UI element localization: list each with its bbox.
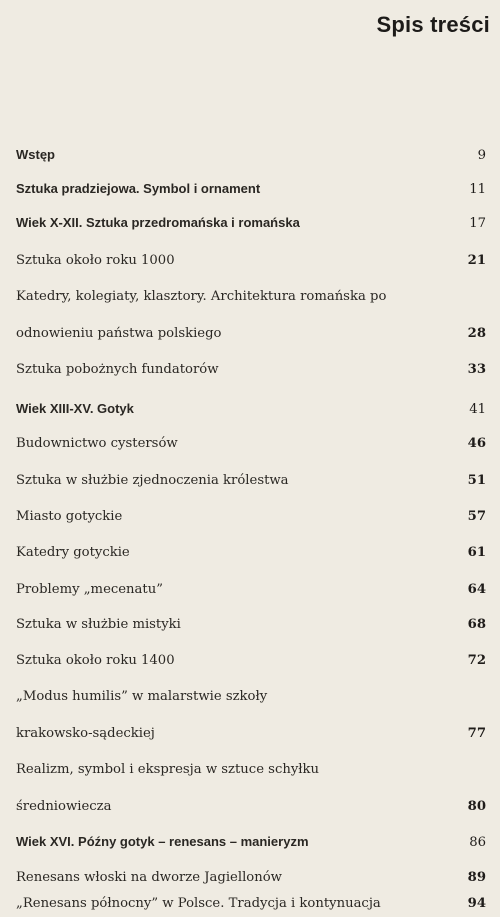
toc-entry-label: średniowiecza bbox=[16, 799, 112, 814]
toc-entry-page: 33 bbox=[467, 362, 486, 377]
toc-entry-page: 94 bbox=[467, 896, 486, 911]
toc-entry-section bbox=[16, 834, 486, 850]
toc-entry-section bbox=[16, 147, 486, 163]
toc-entry-page: 77 bbox=[467, 726, 486, 741]
toc-entry-label: Sztuka pobożnych fundatorów bbox=[16, 362, 219, 377]
toc-entry-label: Sztuka w służbie mistyki bbox=[16, 617, 181, 632]
toc-entry bbox=[16, 545, 486, 560]
toc-entry bbox=[16, 617, 486, 632]
toc-entry-page: 86 bbox=[469, 835, 486, 850]
toc-entry-page: 46 bbox=[467, 436, 486, 451]
toc-entry-page: 21 bbox=[467, 253, 486, 268]
toc-entry-page: 61 bbox=[467, 545, 486, 560]
toc-entry-label: Wstęp bbox=[16, 147, 55, 162]
toc-entry-label: Wiek XVI. Późny gotyk – renesans – manieryzm bbox=[16, 834, 309, 849]
page-title: Spis treści bbox=[376, 12, 490, 37]
toc-entry bbox=[16, 509, 486, 524]
toc-entry-page: 9 bbox=[477, 148, 486, 163]
toc-entry bbox=[16, 799, 486, 814]
toc-entry-section bbox=[16, 181, 486, 197]
toc-entry-label: „Renesans północny” w Polsce. Tradycja i kontynuacja bbox=[16, 896, 381, 911]
toc-entry-section bbox=[16, 401, 486, 417]
toc-entry bbox=[16, 362, 486, 377]
toc-entry-page: 11 bbox=[469, 182, 486, 197]
toc-entry-page: 89 bbox=[467, 870, 486, 885]
toc-entry-page: 17 bbox=[469, 216, 486, 231]
toc-entry-label: Renesans włoski na dworze Jagiellonów bbox=[16, 870, 282, 885]
toc-entry-page: 68 bbox=[467, 617, 486, 632]
toc-entry-label: Wiek X-XII. Sztuka przedromańska i romańska bbox=[16, 215, 300, 230]
toc-entry-label: Wiek XIII-XV. Gotyk bbox=[16, 401, 134, 416]
toc-entry-label: Sztuka w służbie zjednoczenia królestwa bbox=[16, 473, 289, 488]
toc-entry-label: Sztuka około roku 1400 bbox=[16, 653, 175, 668]
toc-entry-label: odnowieniu państwa polskiego bbox=[16, 326, 222, 341]
toc-entry bbox=[16, 653, 486, 668]
toc-entry bbox=[16, 326, 486, 341]
toc-entry-label: Budownictwo cystersów bbox=[16, 436, 178, 451]
toc-entry-label: krakowsko-sądeckiej bbox=[16, 726, 155, 741]
toc-entry-page: 51 bbox=[467, 473, 486, 488]
toc-entry bbox=[16, 582, 486, 597]
toc-entry-label: Sztuka około roku 1000 bbox=[16, 253, 175, 268]
toc-entry-label: Problemy „mecenatu” bbox=[16, 582, 163, 597]
toc-entry bbox=[16, 896, 486, 911]
toc-entry-line: Realizm, symbol i ekspresja w sztuce schyłku bbox=[16, 762, 320, 777]
toc-entry-label: Katedry gotyckie bbox=[16, 545, 130, 560]
toc-entry bbox=[16, 436, 486, 451]
toc-entry-line: Katedry, kolegiaty, klasztory. Architektura romańska po bbox=[16, 289, 387, 304]
toc-entry-page: 28 bbox=[467, 326, 486, 341]
toc-entry bbox=[16, 726, 486, 741]
toc-entry-page: 57 bbox=[467, 509, 486, 524]
toc-entry-section bbox=[16, 215, 486, 231]
toc-entry-line: „Modus humilis” w malarstwie szkoły bbox=[16, 689, 268, 704]
toc-entry-page: 80 bbox=[467, 799, 486, 814]
toc-entry-label: Sztuka pradziejowa. Symbol i ornament bbox=[16, 181, 261, 196]
toc-entry-label: Miasto gotyckie bbox=[16, 509, 123, 524]
toc-entry bbox=[16, 473, 486, 488]
toc-entry-page: 72 bbox=[467, 653, 486, 668]
toc-entry bbox=[16, 253, 486, 268]
toc-entry bbox=[16, 870, 486, 885]
toc-entry-page: 41 bbox=[469, 402, 486, 417]
toc-entry-page: 64 bbox=[467, 582, 486, 597]
